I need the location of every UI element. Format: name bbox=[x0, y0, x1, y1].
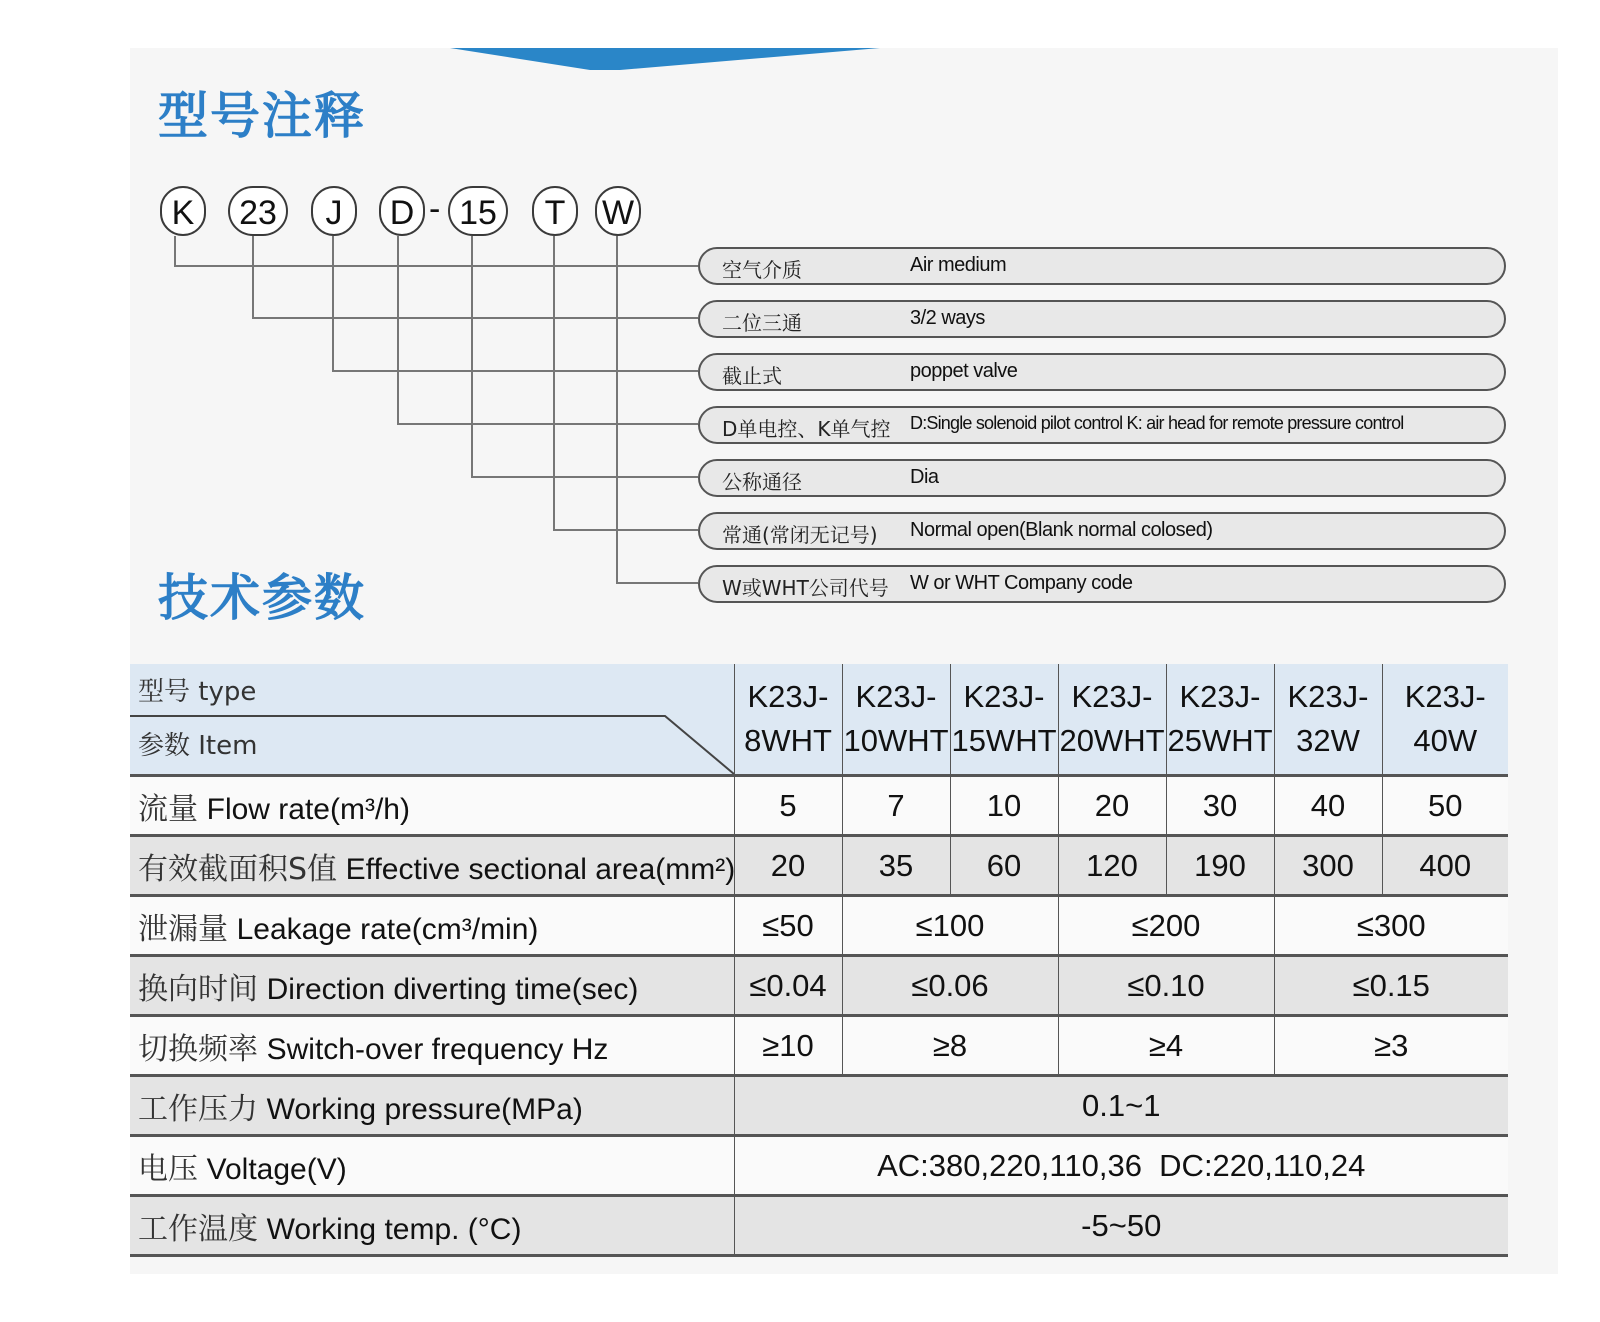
spec-table bbox=[130, 664, 1508, 1257]
table-cell: 400 bbox=[1419, 847, 1472, 883]
desc-en: poppet valve bbox=[910, 360, 1018, 382]
table-cell: -5~50 bbox=[1081, 1207, 1162, 1243]
desc-cn: 常通(常闭无记号) bbox=[722, 523, 878, 547]
code-part-d: D bbox=[379, 186, 425, 236]
table-cell: ≤100 bbox=[842, 896, 1058, 956]
table-row-sectional-area bbox=[130, 836, 1508, 896]
desc-en: Dia bbox=[910, 466, 939, 488]
desc-en: Normal open(Blank normal colosed) bbox=[910, 519, 1213, 541]
model-column-header: K23J- 25WHT bbox=[1166, 664, 1274, 776]
table-cell: ≥3 bbox=[1374, 1027, 1409, 1063]
model-column-header: K23J- 8WHT bbox=[734, 664, 842, 776]
row-label: 工作压力 Working pressure(MPa) bbox=[130, 1076, 734, 1136]
desc-cn: W或WHT公司代号 bbox=[722, 576, 889, 600]
table-cell: 10 bbox=[950, 776, 1058, 836]
table-row-flow-rate bbox=[130, 776, 1508, 836]
table-cell: 5 bbox=[734, 776, 842, 836]
desc-air-medium bbox=[698, 247, 1506, 285]
row-label: 有效截面积S值 Effective sectional area(mm²) bbox=[130, 836, 734, 896]
table-cell: ≥10 bbox=[734, 1016, 842, 1076]
desc-cn: 二位三通 bbox=[722, 311, 802, 335]
table-row-voltage bbox=[130, 1136, 1508, 1196]
table-cell: 50 bbox=[1428, 787, 1463, 823]
header-diagonal-cell bbox=[130, 664, 734, 776]
table-cell: ≥4 bbox=[1058, 1016, 1274, 1076]
code-part-23: 23 bbox=[228, 186, 288, 236]
tech-params-heading: 技术参数 bbox=[158, 569, 366, 627]
model-column-header: K23J- 32W bbox=[1274, 664, 1382, 776]
table-cell: ≤50 bbox=[734, 896, 842, 956]
row-label: 换向时间 Direction diverting time(sec) bbox=[130, 956, 734, 1016]
table-cell: ≤0.06 bbox=[842, 956, 1058, 1016]
desc-company-code bbox=[698, 565, 1506, 603]
table-cell: ≤0.04 bbox=[734, 956, 842, 1016]
table-cell: ≥8 bbox=[842, 1016, 1058, 1076]
table-cell: 7 bbox=[842, 776, 950, 836]
desc-en: W or WHT Company code bbox=[910, 572, 1133, 594]
model-column-header: K23J- 15WHT bbox=[950, 664, 1058, 776]
model-column-header: K23J- 40W bbox=[1404, 679, 1486, 758]
code-part-k: K bbox=[160, 186, 206, 236]
table-cell: 30 bbox=[1166, 776, 1274, 836]
code-dash: - bbox=[429, 190, 441, 228]
table-header-row bbox=[130, 664, 1508, 776]
table-row-leakage-rate bbox=[130, 896, 1508, 956]
code-part-15: 15 bbox=[448, 186, 508, 236]
code-part-t: T bbox=[532, 186, 578, 236]
table-cell: 40 bbox=[1274, 776, 1382, 836]
model-column-header: K23J- 10WHT bbox=[842, 664, 950, 776]
table-cell: ≤200 bbox=[1058, 896, 1274, 956]
header-type-label: 型号 type bbox=[138, 677, 257, 707]
row-label: 流量 Flow rate(m³/h) bbox=[130, 776, 734, 836]
model-notes-heading: 型号注释 bbox=[158, 87, 366, 145]
row-label: 泄漏量 Leakage rate(cm³/min) bbox=[130, 896, 734, 956]
desc-poppet bbox=[698, 353, 1506, 391]
table-cell: 20 bbox=[734, 836, 842, 896]
desc-en: 3/2 ways bbox=[910, 307, 985, 329]
table-cell: 20 bbox=[1058, 776, 1166, 836]
table-cell: AC:380,220,110,36 DC:220,110,24 bbox=[877, 1147, 1366, 1183]
code-part-j: J bbox=[311, 186, 357, 236]
desc-ways bbox=[698, 300, 1506, 338]
row-label: 电压 Voltage(V) bbox=[130, 1136, 734, 1196]
desc-cn: 公称通径 bbox=[722, 470, 802, 494]
table-cell: 300 bbox=[1274, 836, 1382, 896]
table-cell: 0.1~1 bbox=[1082, 1087, 1161, 1123]
desc-en: D:Single solenoid pilot control K: air head for remote pressure control bbox=[910, 413, 1404, 433]
desc-cn: 空气介质 bbox=[722, 258, 802, 282]
table-cell: ≤0.15 bbox=[1352, 967, 1430, 1003]
table-cell: 190 bbox=[1166, 836, 1274, 896]
table-row-working-temp bbox=[130, 1196, 1508, 1256]
table-cell: 60 bbox=[950, 836, 1058, 896]
table-row-switch-frequency bbox=[130, 1016, 1508, 1076]
table-cell: 35 bbox=[842, 836, 950, 896]
header-item-label: 参数 Item bbox=[138, 731, 258, 761]
table-cell: ≤300 bbox=[1356, 907, 1426, 943]
table-row-working-pressure bbox=[130, 1076, 1508, 1136]
model-column-header: K23J- 20WHT bbox=[1058, 664, 1166, 776]
desc-normal-open bbox=[698, 512, 1506, 550]
row-label: 切换频率 Switch-over frequency Hz bbox=[130, 1016, 734, 1076]
desc-dia bbox=[698, 459, 1506, 497]
code-part-w: W bbox=[595, 186, 641, 236]
row-label: 工作温度 Working temp. (°C) bbox=[130, 1196, 734, 1256]
desc-control bbox=[698, 406, 1506, 444]
desc-en: Air medium bbox=[910, 254, 1007, 276]
desc-cn: 截止式 bbox=[722, 364, 782, 388]
desc-cn: D单电控、K单气控 bbox=[722, 417, 891, 441]
table-cell: ≤0.10 bbox=[1058, 956, 1274, 1016]
table-row-diverting-time bbox=[130, 956, 1508, 1016]
table-cell: 120 bbox=[1058, 836, 1166, 896]
